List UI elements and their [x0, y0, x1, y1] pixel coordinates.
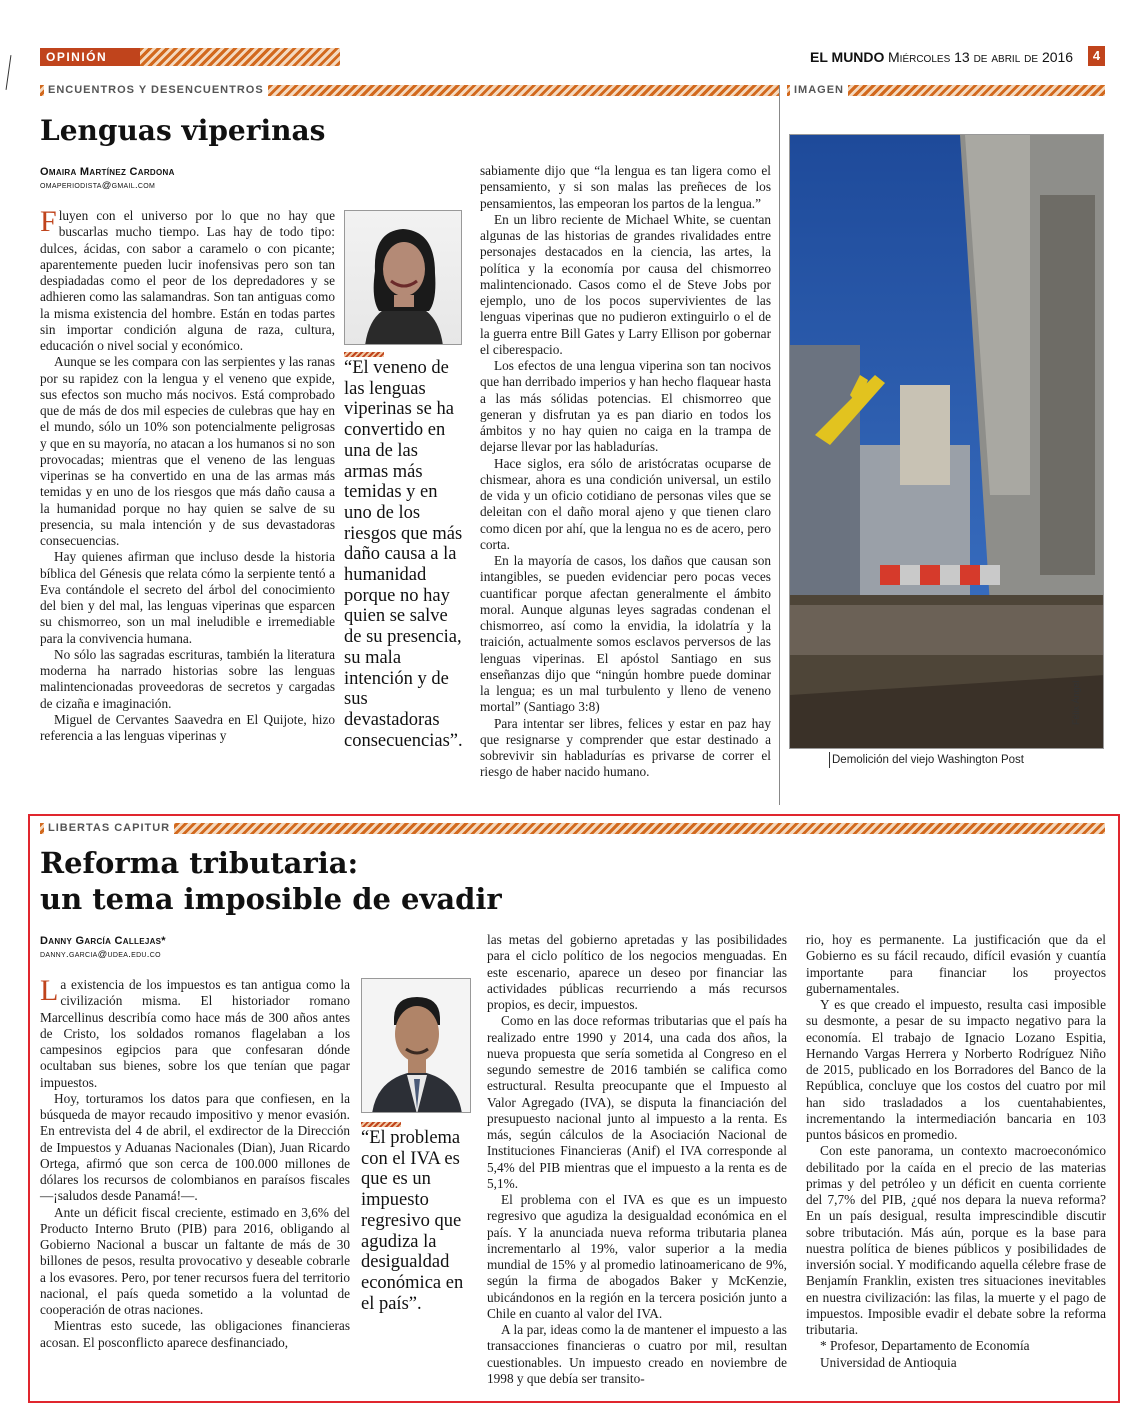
- margin-mark: [6, 55, 12, 90]
- bottom-column-2: [487, 932, 787, 1387]
- bottom-kicker-rule: [40, 823, 1105, 834]
- paragraph: En la mayoría de casos, los daños que causan son intangibles, se pueden evidenciar pero pocas veces cuantificar porque afectan generalmente el ámbito moral. Aunque algunas leyes sagradas condenan el chismorreo, así como la envidia, la idolatría y la traición, actualmente somos esclavos perversos de las lenguas viperinas. El apóstol Santiago en sus enseñanzas dijo que “ningún hombre puede dominar la lengua; es un mal turbulento y lleno de veneno mortal” (Santiago 3:8): [480, 553, 771, 715]
- image-kicker: IMAGEN: [790, 83, 848, 98]
- paragraph: Mientras esto sucede, las obligaciones financieras acosan. El posconflicto aparece desfinanciado,: [40, 1318, 350, 1350]
- paragraph: El problema con el IVA es que es un impuesto regresivo que agudiza la desigualdad económica en el país. Y la anunciada nueva reforma tributaria planea incrementarlo al 19%, valor superior a la media mundial de 15% y al promedio latinoamericano de 9%, según la firma de abogados Baker y McKenzie, ubicándonos en la región en la tercera posición junto a Chile en cuanto al valor del IVA.: [487, 1192, 787, 1321]
- top-column-2: [480, 163, 771, 781]
- paragraph: Hay quienes afirman que incluso desde la historia bíblica del Génesis que relata cómo la serpiente tentó a Eva contándole el secreto del árbol del conocimiento del bien y del mal, las lenguas viperinas que esparcen su chismorreo, son un mal ineludible e irremediable para la convivencia humana.: [40, 549, 335, 646]
- column-divider: [779, 85, 780, 805]
- paragraph: Con este panorama, un contexto macroeconómico debilitado por la caída en el precio de las materias primas y del petróleo y un déficit en cuenta corriente del 7,7% del PIB, ¿qué nos depara la nueva reforma? En un país desigual, resulta imprescindible discutir sobre tributación. Más aún, porque es la base para nuestra política de bienes públicos y posibilidades de inversión social. Y modificando aquella célebre frase de Benjamín Franklin, existen tres situaciones inevitables en nuestra civilización: las filas, la muerte y el pago de impuestos. Imposible evadir el debate sobre la reforma tributaria.: [806, 1143, 1106, 1337]
- top-pull-quote: “El veneno de las lenguas viperinas se ha convertido en una de las armas más temidas y en uno de los riesgos que más daño causa a la humanidad porque no hay quien se salve de su presencia, su mala intención y de sus devastadoras consecuencias”.: [344, 358, 463, 751]
- bottom-pull-quote: “El problema con el IVA es que es un impuesto regresivo que agudiza la desigualdad económica en el país”.: [361, 1128, 464, 1314]
- top-author: Omaira Martínez Cardona: [40, 166, 175, 178]
- author-photo: [344, 210, 462, 345]
- bottom-author: Danny García Callejas*: [40, 935, 166, 947]
- bottom-column-3: [806, 932, 1106, 1371]
- top-headline: Lenguas viperinas: [40, 114, 326, 147]
- paragraph: Hace siglos, era sólo de aristócratas ocuparse de chismear, ahora es una condición universal, un estilo de vida y un oficio cotidiano de personas viles que se deleitan con el daño moral ajeno y que tienen claro como dicen por ahí, que la lengua no es de acero, pero corta.: [480, 455, 771, 552]
- paragraph: Hoy, torturamos los datos para que confiesen, en la búsqueda de mayor recaudo impositivo y menor evasión. En entrevista del 4 de abril, el exdirector de la Dirección de Impuestos y Aduanas Nacionales (Dian), Juan Ricardo Ortega, afirmó que son cerca de 100.000 millones de dólares los recursos de colombianos en paraísos fiscales —¡saludos desde Panamá!—.: [40, 1090, 350, 1204]
- bottom-author-email: danny.garcia@udea.edu.co: [40, 949, 161, 960]
- author-portrait: [345, 211, 462, 345]
- paragraph: Para intentar ser libres, felices y estar en paz hay que resignarse y comprender que estar destinado a sobrevivir sin habladurías es privarse de correr el riesgo de haber nacido humano.: [480, 715, 771, 780]
- paragraph: sabiamente dijo que “la lengua es tan ligera como el pensamiento, y si son malas las preñeces de los pensamientos, las empeoran los partos de la lengua.”: [480, 163, 771, 211]
- issue-date: Miércoles 13 de abril de 2016: [888, 49, 1074, 65]
- bottom-headline-line1: Reforma tributaria:: [40, 846, 359, 880]
- bottom-kicker: LIBERTAS CAPITUR: [44, 821, 174, 836]
- paragraph: Miguel de Cervantes Saavedra en El Quijote, hizo referencia a las lenguas viperinas y: [40, 711, 335, 743]
- paragraph: La existencia de los impuestos es tan antigua como la civilización misma. El historiador romano Marcellinus describía como hace más de 300 años antes de Cristo, los soldados romanos flagelaban a los campesinos egipcios para que confesaran dónde ocultaban sus bienes, sobre los que tenían que pagar impuestos.: [40, 974, 350, 1090]
- paragraph: En un libro reciente de Michael White, se cuentan algunas de las historias de grandes rivalidades entre personajes destacados en la ciencia, las artes, la política y la economía por causa del chismorreo malintencionado. Casos como el de Steve Jobs por ejemplo, uno de los pocos supervivientes de las lenguas viperinas que no pudieron extinguirlo o el de la guerra entre Bill Gates y Larry Ellison por gobernar el ciberespacio.: [480, 211, 771, 357]
- photo-credit: Félix Ángel: [1071, 680, 1081, 725]
- demolition-photo: [789, 134, 1104, 749]
- top-kicker: ENCUENTROS Y DESENCUENTROS: [44, 83, 268, 98]
- top-column-1: [40, 205, 335, 744]
- paragraph: rio, hoy es permanente. La justificación que da el Gobierno es su fácil recaudo, difícil evasión y cuantía importante para financiar los proyectos gubernamentales.: [806, 932, 1106, 996]
- paragraph: Los efectos de una lengua viperina son tan nocivos que han derribado imperios y han hecho flaquear hasta a las más sólidas potencias. El chismorreo que generan y disfrutan ya es pan diario en todos los ámbitos y no hay quien no caiga en la trampa de dejarse llevar por las habladurías.: [480, 358, 771, 455]
- page-header: [40, 45, 1105, 69]
- paragraph: las metas del gobierno apretadas y las posibilidades para el ciclo político de los negocios menguadas. En este escenario, aparece un deseo por financiar las actividades públicas recurriendo a más recursos propios, es decir, impuestos.: [487, 932, 787, 1012]
- pull-quote-rule: [344, 352, 384, 357]
- top-author-email: omaperiodista@gmail.com: [40, 180, 156, 191]
- photo-caption: Demolición del viejo Washington Post: [832, 754, 1024, 766]
- paragraph: Como en las doce reformas tributarias que el país ha realizado entre 1990 y 2014, una cada dos años, la nueva propuesta que sería sometida al Congreso en el segundo semestre de 2016 también se califica como estructural. Resulta preocupante que el Impuesto al Valor Agregado (IVA), se disputa la financiación del presupuesto nacional junto al impuesto a la renta. Es más, según cálculos de la Asociación Nacional de Instituciones Financieras (Anif) el IVA corresponde al 5,4% del PIB mientras que el impuesto a la renta es de 5,1%.: [487, 1013, 787, 1191]
- paragraph: No sólo las sagradas escrituras, también la literatura moderna ha narrado historias sobre las lenguas malintencionadas proveedoras de secretos y cargadas de cizaña e imaginación.: [40, 646, 335, 711]
- pull-quote-rule: [361, 1122, 401, 1127]
- paragraph: Y es que creado el impuesto, resulta casi imposible su desmonte, a pesar de su impacto negativo para la economía. El trabajo de Ignacio Lozano Espitia, Hernando Vargas Herrera y Norberto Rodríguez Niño de 2015, publicado en los Borradores del Banco de la República, concluye que los costos del cuatro por mil han sido trasladados a los cuentahabientes, incrementando la intermediación bancaria en 103 puntos básicos en promedio.: [806, 997, 1106, 1142]
- paragraph: Fluyen con el universo por lo que no hay que buscarlas mucho tiempo. Las hay de todo tipo: dulces, ácidas, con sabor a caramelo o con picante; aparentemente pueden lucir inofensivas pero son tan despiadadas como el peor de los depredadores y se adhieren como las salamandras. Son tan antiguas como la misma existencia del hombre. Están en todas partes sin importar condición alguna de raza, cultura, educación o nivel social y económico.: [40, 205, 335, 353]
- caption-rule: [829, 752, 830, 768]
- masthead-name: EL MUNDO: [810, 49, 885, 65]
- paragraph: Ante un déficit fiscal creciente, estimado en 3,6% del Producto Interno Bruto (PIB) para 2016, obligando al Gobierno Nacional a buscar un faltante de más de 30 billones de pesos, resulta provocativo y deseable cobrarle a los evasores. Pero, por tener recursos fuera del territorio nacional, el país queda sometido a la voluntad de cooperación de otras naciones.: [40, 1204, 350, 1317]
- header-hatch: [140, 48, 340, 66]
- section-label: OPINIÓN: [46, 50, 108, 64]
- author-note: * Profesor, Departamento de Economía: [820, 1338, 1030, 1354]
- drop-cap: L: [40, 974, 59, 1007]
- author-affiliation: Universidad de Antioquia: [820, 1354, 957, 1370]
- author-photo: [361, 978, 471, 1113]
- bottom-headline-line2: un tema imposible de evadir: [40, 882, 502, 916]
- page-number: 4: [1088, 46, 1105, 66]
- author-portrait: [362, 979, 471, 1113]
- paragraph: Aunque se les compara con las serpientes y las ranas por su rapidez con la lengua y el veneno que expide, sus efectos son mucho más nocivos. Está comprobado que de más de dos mil especies de culebras que hay en el mundo, sólo un 10% son potencialmente peligrosas y que en su mayoría, no atacan a los humanos si no son provocadas; mientras que el veneno de las lenguas viperinas se ha convertido en una de las armas más temidas y en uno de los riesgos que más daño causa a la humanidad porque no hay quien se salve de su presencia, su mala intención y de sus devastadoras consecuencias.: [40, 354, 335, 548]
- bottom-column-1: [40, 974, 350, 1351]
- paragraph: A la par, ideas como la de mantener el impuesto a las transacciones financieras o cuatro por mil, resultan cuestionables. Un impuesto creado en noviembre de 1998 y que debía ser transito-: [487, 1322, 787, 1386]
- drop-cap: F: [40, 205, 57, 238]
- demolition-illustration: [790, 135, 1104, 749]
